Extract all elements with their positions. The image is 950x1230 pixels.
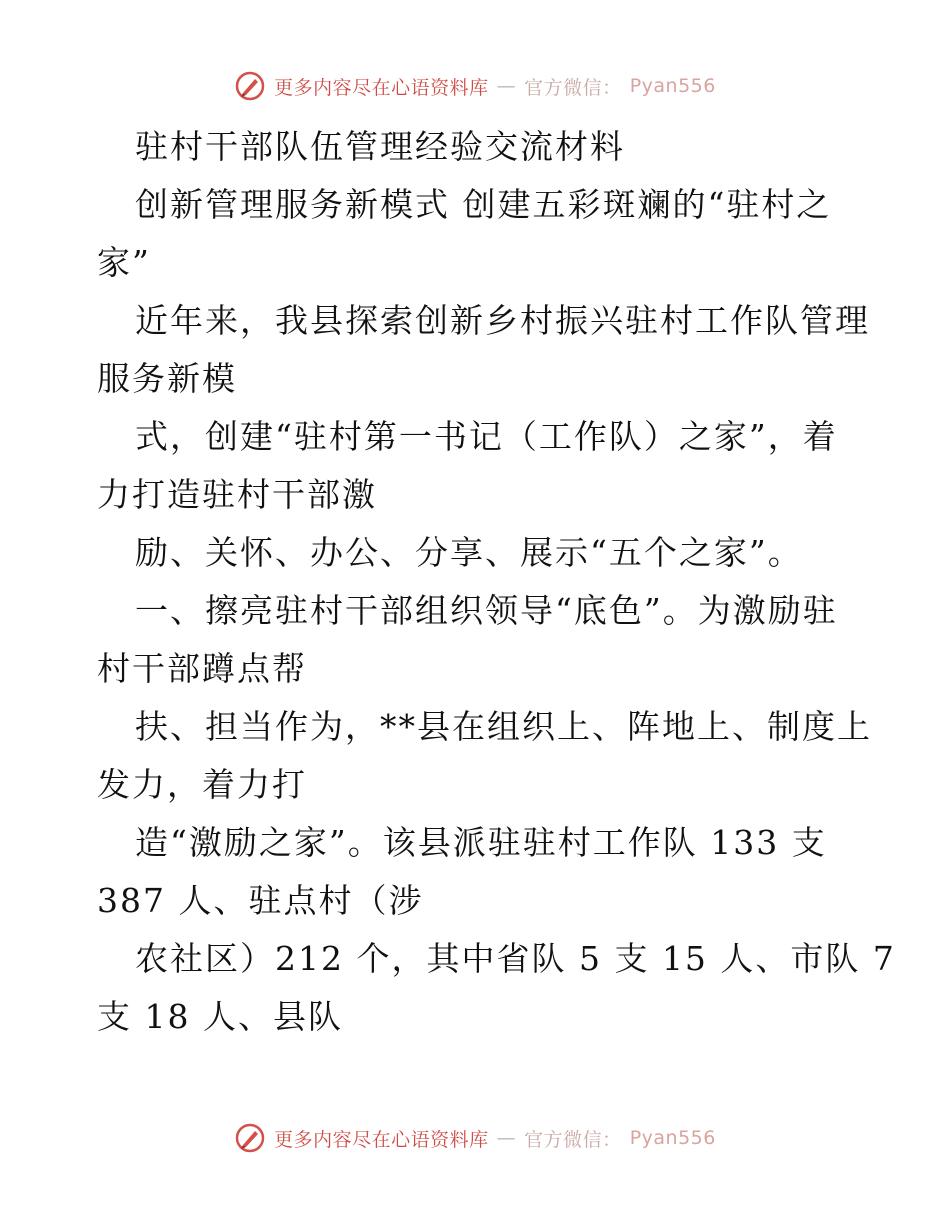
- section-heading-line: 一、擦亮驻村干部组织领导“底色”。为激励驻: [135, 591, 838, 630]
- watermark-brand: 更多内容尽在心语资料库: [274, 1128, 489, 1151]
- watermark-brand: 更多内容尽在心语资料库: [274, 76, 489, 99]
- paragraph-line: 造“激励之家”。该县派驻驻村工作队 133 支: [135, 823, 827, 862]
- watermark-footer: [0, 1122, 950, 1154]
- paragraph-line: 式，创建“驻村第一书记（工作队）之家”，着: [135, 417, 838, 456]
- paragraph-line: 发力，着力打: [97, 765, 307, 804]
- paragraph-line: 力打造驻村干部激: [97, 475, 377, 514]
- paragraph-line: 扶、担当作为，**县在组织上、阵地上、制度上: [135, 707, 872, 746]
- watermark-wechat-id: Pyan556: [629, 75, 716, 97]
- document-title: 驻村干部队伍管理经验交流材料: [135, 127, 625, 166]
- paragraph-line: 农社区）212 个，其中省队 5 支 15 人、市队 7: [135, 939, 896, 978]
- watermark-header: [0, 70, 950, 102]
- paragraph-line: 服务新模: [97, 359, 237, 398]
- document-subtitle: 创新管理服务新模式 创建五彩斑斓的“驻村之: [135, 185, 832, 224]
- watermark-wechat-label: 官方微信：: [524, 1128, 622, 1151]
- watermark-separator: —: [496, 75, 517, 97]
- document-body: [97, 118, 896, 1046]
- watermark-wechat-label: 官方微信：: [524, 76, 622, 99]
- paragraph-line: 支 18 人、县队: [97, 997, 343, 1036]
- pen-logo-icon: [234, 70, 266, 102]
- watermark-separator: —: [496, 1127, 517, 1149]
- paragraph-line: 励、关怀、办公、分享、展示“五个之家”。: [135, 533, 803, 572]
- pen-logo-icon: [234, 1122, 266, 1154]
- paragraph-line: 村干部蹲点帮: [97, 649, 307, 688]
- paragraph-line: 近年来，我县探索创新乡村振兴驻村工作队管理: [135, 301, 870, 340]
- document-subtitle-cont: 家”: [97, 243, 151, 282]
- watermark-wechat-id: Pyan556: [629, 1127, 716, 1149]
- paragraph-line: 387 人、驻点村（涉: [97, 881, 424, 920]
